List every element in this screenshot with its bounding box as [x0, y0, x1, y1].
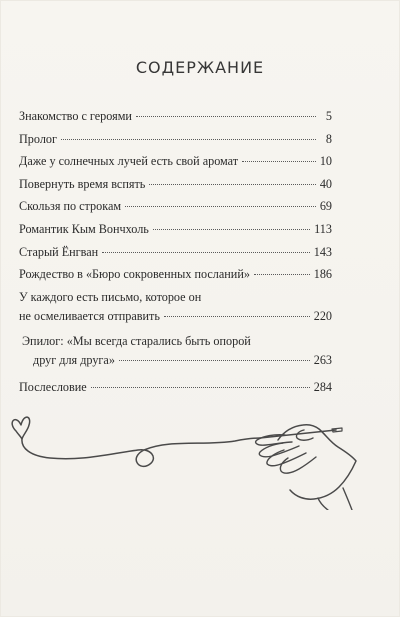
toc-entry[interactable]: [19, 173, 332, 196]
toc-entry-page: 263: [313, 352, 332, 367]
toc-entry-title: Послесловие: [19, 379, 87, 394]
toc-entry-page: 113: [314, 221, 332, 236]
dot-leader: [91, 386, 310, 388]
toc-entry[interactable]: [19, 288, 332, 326]
dot-leader: [61, 138, 316, 140]
dot-leader: [153, 228, 310, 230]
hand-with-pen-drawing-heart-line-icon: [0, 400, 400, 510]
toc-entry-title-line2: не осмеливается отправить: [19, 308, 160, 323]
toc-entry-title: Знакомство с героями: [19, 109, 132, 123]
toc-entry-page: 8: [325, 131, 332, 146]
toc-entry[interactable]: [19, 218, 332, 241]
toc-entry-page: 186: [313, 267, 332, 282]
toc-entry[interactable]: [19, 128, 332, 151]
toc-entry-title: Даже у солнечных лучей есть свой аромат: [19, 154, 239, 169]
toc-entry-page: 10: [319, 154, 332, 169]
hand-drawing-illustration: [0, 400, 400, 510]
toc-entry[interactable]: [19, 150, 332, 173]
toc-entry-title-line1: У каждого есть письмо, которое он: [19, 289, 202, 304]
dot-leader: [254, 273, 310, 275]
toc-entry-title: Рождество в «Бюро сокровенных посланий»: [19, 267, 250, 282]
toc-entry-page: 284: [313, 379, 332, 394]
toc-entry[interactable]: [19, 332, 332, 370]
dot-leader: [136, 115, 316, 117]
toc-entry-title: Пролог: [19, 131, 58, 146]
toc-entry-title-line2: друг для друга»: [33, 352, 115, 367]
toc-entry-page: 5: [325, 109, 332, 123]
toc-entry-page: 69: [319, 199, 332, 214]
toc-entry-page: 40: [319, 176, 332, 191]
dot-leader: [242, 160, 316, 162]
toc-entry-title-line1: Эпилог: «Мы всегда старались быть опорой: [22, 333, 251, 348]
toc-entry[interactable]: [19, 376, 332, 399]
toc-entry-page: 220: [313, 308, 332, 323]
toc-entry[interactable]: [19, 263, 332, 286]
dot-leader: [164, 315, 310, 317]
dot-leader: [149, 183, 315, 185]
toc-entry-title: Повернуть время вспять: [19, 176, 146, 191]
dot-leader: [102, 251, 310, 253]
toc-entry[interactable]: [19, 105, 332, 128]
toc-entry[interactable]: [19, 241, 332, 264]
dot-leader: [125, 205, 316, 207]
dot-leader: [119, 359, 310, 361]
toc-entry-title: Старый Ёнгван: [19, 244, 99, 259]
toc-entry[interactable]: [19, 195, 332, 218]
toc-entry-page: 143: [313, 244, 332, 259]
toc-entry-title: Скользя по строкам: [19, 199, 122, 214]
toc-entry-title: Романтик Кым Вончхоль: [19, 221, 149, 236]
toc-heading: СОДЕРЖАНИЕ: [135, 58, 265, 77]
table-of-contents: [19, 105, 332, 398]
